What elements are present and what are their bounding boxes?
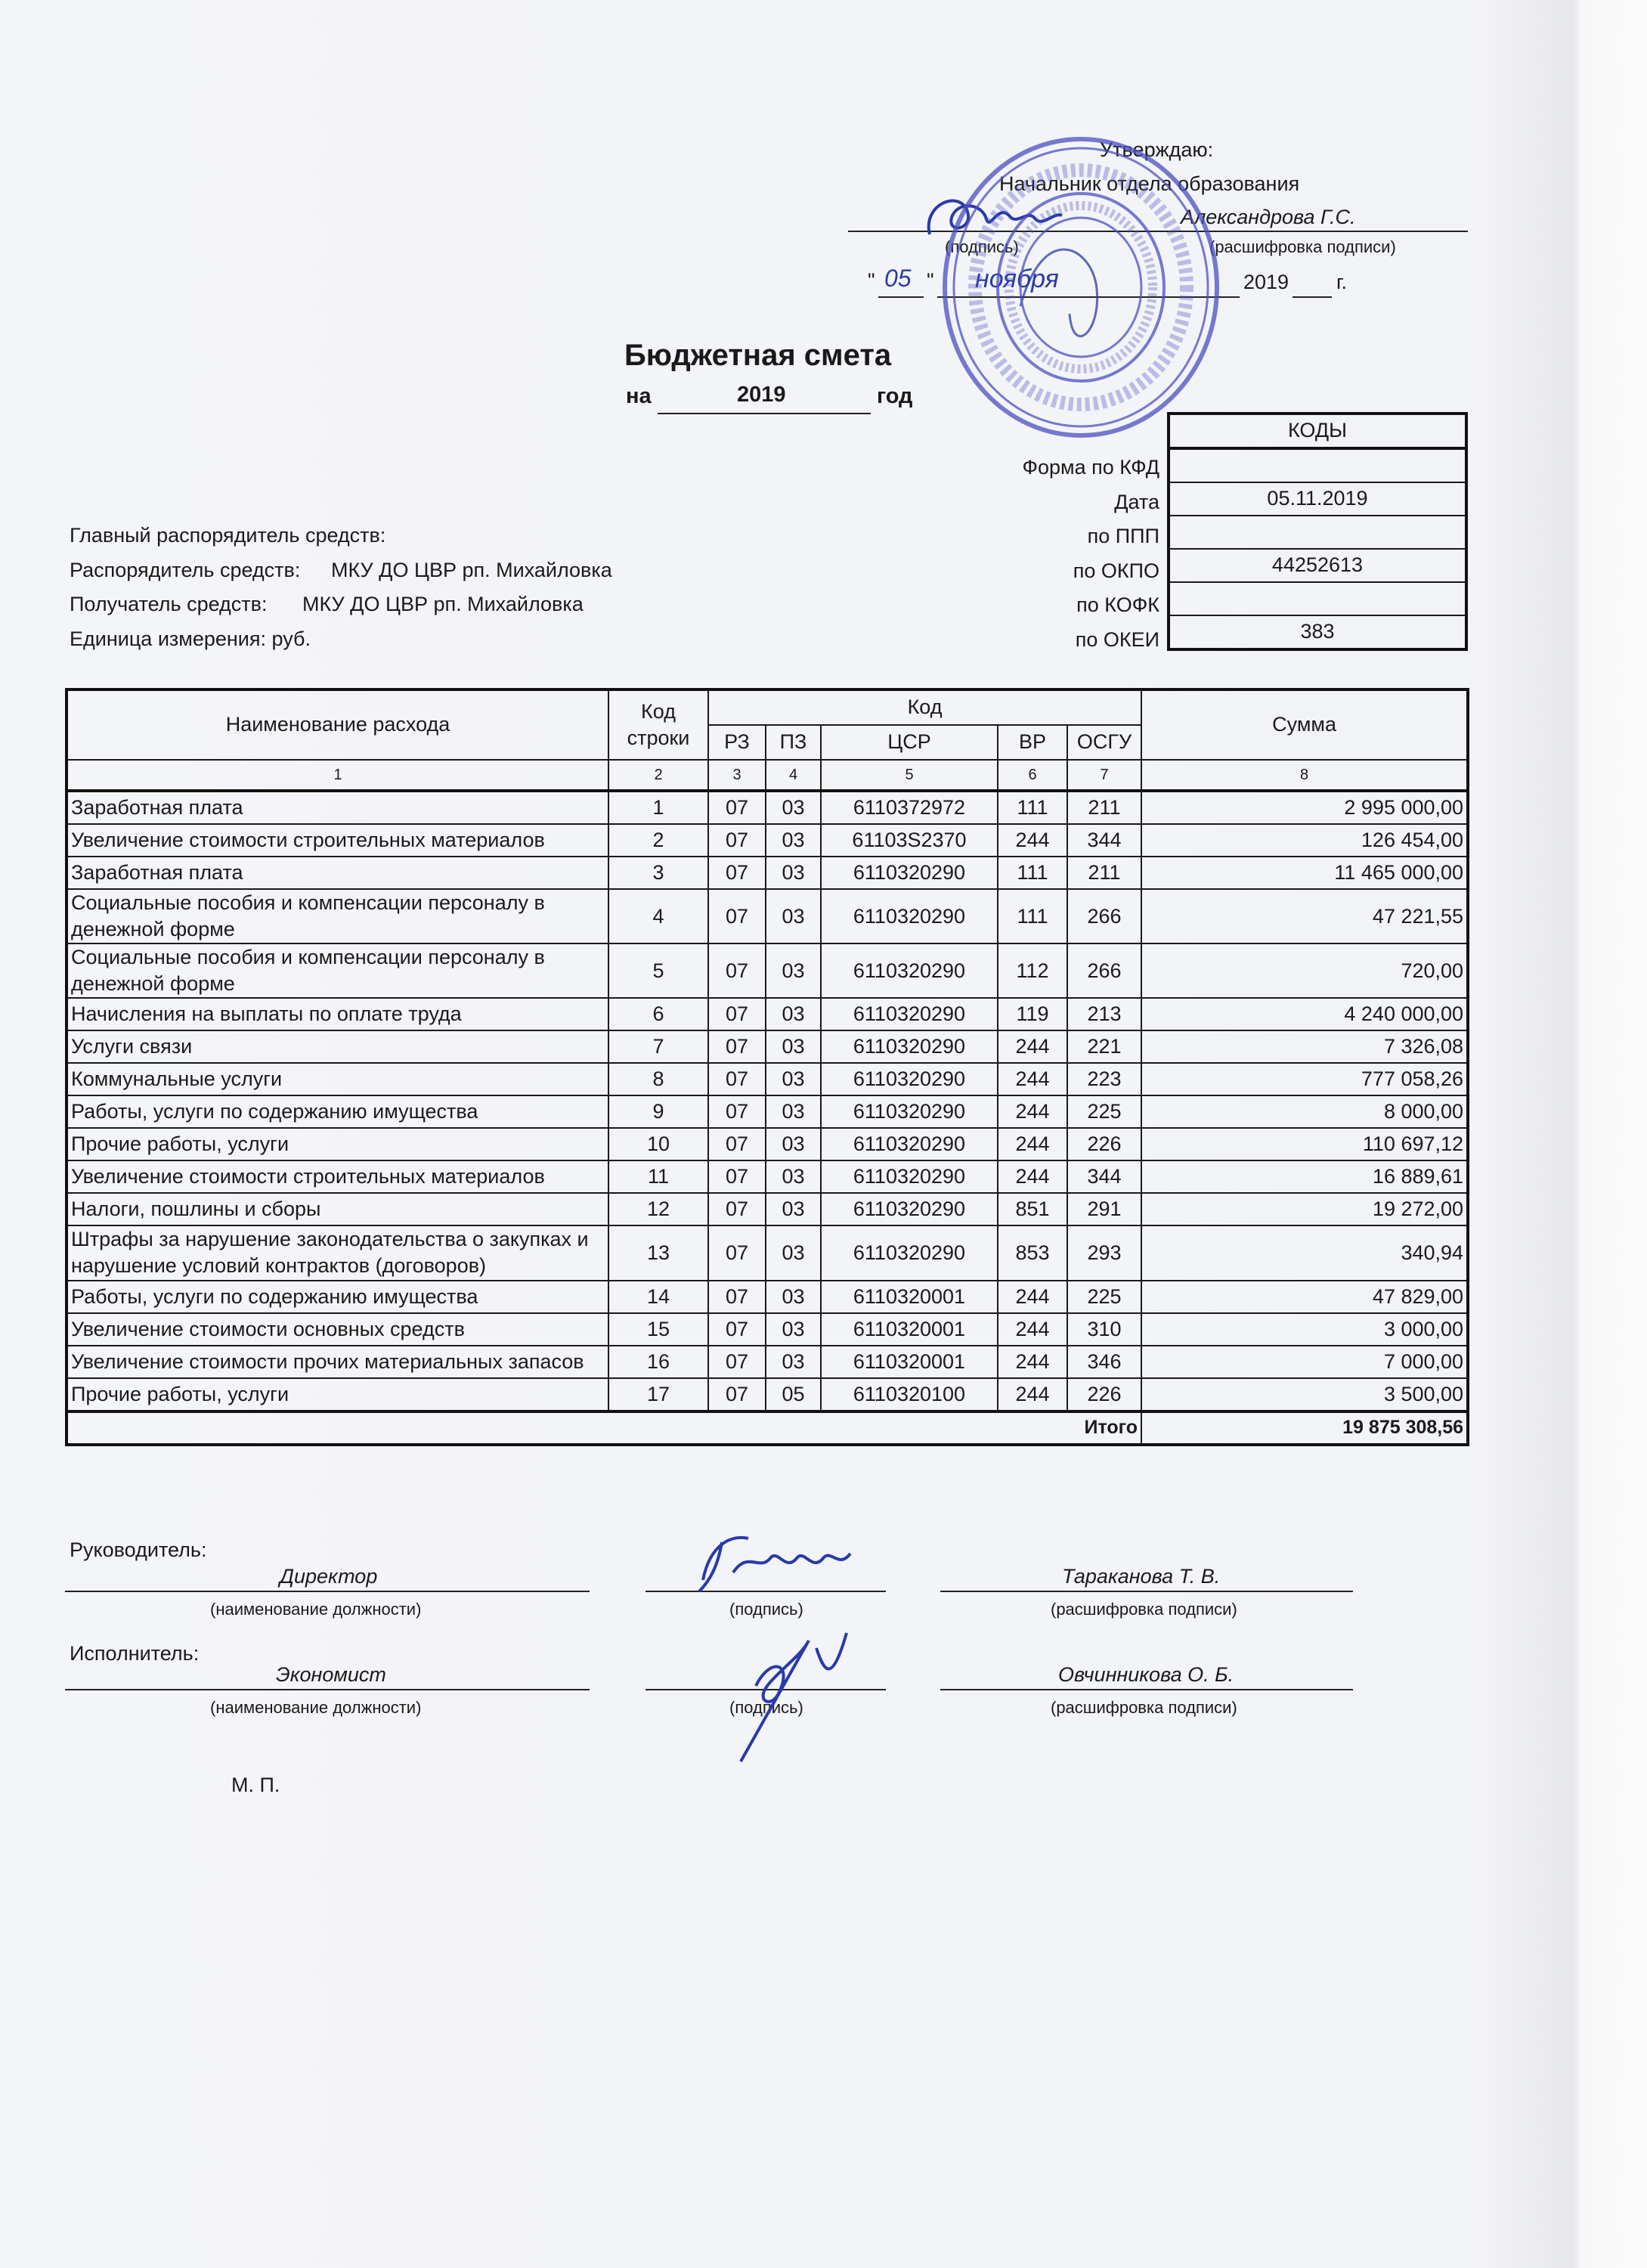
code-ppp [1169, 516, 1466, 549]
osgu-code: 211 [1067, 857, 1141, 889]
osgu-code: 310 [1067, 1313, 1141, 1346]
osgu-code: 213 [1067, 998, 1141, 1030]
csr-code: 6110320290 [821, 943, 998, 998]
document-title: Бюджетная смета [624, 339, 892, 372]
rz-code: 07 [708, 943, 766, 998]
column-number: 6 [998, 760, 1067, 791]
header-sum: Сумма [1141, 689, 1468, 760]
approver-name: Александрова Г.С. [1181, 206, 1356, 228]
head-signature-caption: (подпись) [729, 1600, 803, 1619]
column-numbers-row [67, 760, 1468, 791]
osgu-code: 344 [1067, 824, 1141, 857]
pz-code: 03 [766, 1030, 821, 1063]
approval-date-day: 05 [884, 265, 912, 292]
label-okei: по ОКЕИ [1075, 627, 1159, 651]
pz-code: 03 [766, 1281, 821, 1313]
chief-manager-label: Главный распорядитель средств: [70, 524, 386, 547]
amount: 16 889,61 [1141, 1160, 1468, 1193]
expense-name: Налоги, пошлины и сборы [67, 1193, 608, 1225]
table-row [67, 889, 1468, 943]
rz-code: 07 [708, 857, 766, 889]
date-quote-open: " [868, 269, 875, 292]
rz-code: 07 [708, 1160, 766, 1193]
expense-name: Работы, услуги по содержанию имущества [67, 1095, 608, 1128]
table-row [67, 1030, 1468, 1063]
expense-name: Социальные пособия и компенсации персоналу в денежной форме [67, 889, 608, 943]
table-row [67, 1346, 1468, 1378]
osgu-code: 211 [1067, 791, 1141, 824]
vr-code: 244 [998, 1030, 1067, 1063]
expense-name: Заработная плата [67, 857, 608, 889]
table-row [67, 1193, 1468, 1225]
rz-code: 07 [708, 1030, 766, 1063]
line-code: 10 [608, 1128, 708, 1160]
vr-code: 244 [998, 1063, 1067, 1095]
table-row [67, 1378, 1468, 1411]
total-label: Итого [67, 1411, 1141, 1445]
header-pz: ПЗ [766, 725, 821, 760]
head-label: Руководитель: [70, 1538, 207, 1561]
rz-code: 07 [708, 1346, 766, 1378]
table-row [67, 1095, 1468, 1128]
line-code: 1 [608, 791, 708, 824]
amount: 2 995 000,00 [1141, 791, 1468, 824]
header-line-code: Код строки [608, 689, 708, 760]
approval-date-suffix: г. [1336, 271, 1348, 293]
pz-code: 03 [766, 1313, 821, 1346]
pz-code: 03 [766, 791, 821, 824]
codes-header: КОДЫ [1169, 414, 1466, 448]
rz-code: 07 [708, 1281, 766, 1313]
recipient-value: МКУ ДО ЦВР рп. Михайловка [302, 593, 584, 615]
csr-code: 6110320001 [821, 1346, 998, 1378]
rz-code: 07 [708, 1063, 766, 1095]
date-year-line [1293, 296, 1332, 298]
head-name: Тараканова Т. В. [1062, 1565, 1221, 1588]
csr-code: 6110320290 [821, 1128, 998, 1160]
header-osgu: ОСГУ [1067, 725, 1141, 760]
line-code: 5 [608, 943, 708, 998]
amount: 7 000,00 [1141, 1346, 1468, 1378]
head-position: Директор [280, 1565, 378, 1588]
label-kofk: по КОФК [1076, 593, 1159, 617]
rz-code: 07 [708, 791, 766, 824]
pz-code: 03 [766, 1193, 821, 1225]
amount: 340,94 [1141, 1225, 1468, 1280]
csr-code: 6110320290 [821, 1030, 998, 1063]
code-okpo: 44252613 [1169, 549, 1466, 582]
head-signature [688, 1527, 869, 1599]
rz-code: 07 [708, 1313, 766, 1346]
pz-code: 05 [766, 1378, 821, 1411]
executor-name: Овчинникова О. Б. [1058, 1663, 1234, 1686]
expense-name: Прочие работы, услуги [67, 1378, 608, 1411]
line-code: 4 [608, 889, 708, 943]
pz-code: 03 [766, 889, 821, 943]
executor-signature-caption: (подпись) [729, 1698, 803, 1717]
csr-code: 6110320290 [821, 1095, 998, 1128]
pz-code: 03 [766, 1160, 821, 1193]
recipient-label: Получатель средств: [70, 593, 268, 615]
manager-label: Распорядитель средств: [70, 559, 301, 581]
column-number: 1 [67, 760, 608, 791]
table-row [67, 1128, 1468, 1160]
line-code: 3 [608, 857, 708, 889]
column-number: 4 [766, 760, 821, 791]
expense-name: Увеличение стоимости строительных материалов [67, 1160, 608, 1193]
vr-code: 111 [998, 889, 1067, 943]
pz-code: 03 [766, 1225, 821, 1280]
unit-label: Единица измерения: руб. [70, 627, 311, 650]
pz-code: 03 [766, 998, 821, 1030]
amount: 110 697,12 [1141, 1128, 1468, 1160]
line-code: 15 [608, 1313, 708, 1346]
amount: 19 272,00 [1141, 1193, 1468, 1225]
osgu-code: 225 [1067, 1281, 1141, 1313]
column-number: 5 [821, 760, 998, 791]
expense-name: Увеличение стоимости прочих материальных запасов [67, 1346, 608, 1378]
line-code: 9 [608, 1095, 708, 1128]
executor-position-caption: (наименование должности) [210, 1698, 422, 1717]
approval-date-month: ноября [975, 265, 1059, 293]
approval-date-year: 2019 [1243, 271, 1289, 293]
line-code: 2 [608, 824, 708, 857]
table-row [67, 857, 1468, 889]
table-row [67, 943, 1468, 998]
approver-signature-caption: (подпись) [945, 237, 1019, 256]
year-line [658, 413, 871, 414]
csr-code: 6110320290 [821, 998, 998, 1030]
amount: 720,00 [1141, 943, 1468, 998]
line-code: 8 [608, 1063, 708, 1095]
column-number: 3 [708, 760, 766, 791]
table-row [67, 824, 1468, 857]
vr-code: 111 [998, 857, 1067, 889]
vr-code: 244 [998, 1378, 1067, 1411]
rz-code: 07 [708, 998, 766, 1030]
line-code: 7 [608, 1030, 708, 1063]
label-date: Дата [1114, 490, 1159, 513]
executor-position-line [65, 1689, 590, 1690]
csr-code: 6110320290 [821, 1225, 998, 1280]
expense-name: Увеличение стоимости основных средств [67, 1313, 608, 1346]
expense-name: Прочие работы, услуги [67, 1128, 608, 1160]
official-stamp [937, 132, 1224, 442]
vr-code: 244 [998, 1128, 1067, 1160]
header-vr: ВР [998, 725, 1067, 760]
manager-value: МКУ ДО ЦВР рп. Михайловка [331, 559, 612, 581]
table-row [67, 791, 1468, 824]
line-code: 14 [608, 1281, 708, 1313]
vr-code: 244 [998, 824, 1067, 857]
vr-code: 851 [998, 1193, 1067, 1225]
pz-code: 03 [766, 1095, 821, 1128]
line-code: 11 [608, 1160, 708, 1193]
rz-code: 07 [708, 1095, 766, 1128]
code-form-kfd [1169, 448, 1466, 482]
pz-code: 03 [766, 1128, 821, 1160]
vr-code: 244 [998, 1346, 1067, 1378]
executor-decode-caption: (расшифровка подписи) [1051, 1698, 1237, 1717]
executor-label: Исполнитель: [70, 1642, 200, 1665]
osgu-code: 223 [1067, 1063, 1141, 1095]
pz-code: 03 [766, 943, 821, 998]
label-form-kfd: Форма по КФД [1022, 456, 1159, 479]
osgu-code: 346 [1067, 1346, 1141, 1378]
vr-code: 111 [998, 791, 1067, 824]
rz-code: 07 [708, 1128, 766, 1160]
expense-name: Начисления на выплаты по оплате труда [67, 998, 608, 1030]
table-row [67, 1281, 1468, 1313]
budget-table [65, 688, 1469, 1446]
code-date: 05.11.2019 [1169, 482, 1466, 516]
vr-code: 853 [998, 1225, 1067, 1280]
osgu-code: 266 [1067, 943, 1141, 998]
line-code: 16 [608, 1346, 708, 1378]
title-suffix: год [877, 384, 913, 408]
expense-name: Социальные пособия и компенсации персоналу в денежной форме [67, 943, 608, 998]
csr-code: 6110320001 [821, 1313, 998, 1346]
header-csr: ЦСР [821, 725, 998, 760]
csr-code: 6110320100 [821, 1378, 998, 1411]
code-kofk [1169, 582, 1466, 615]
vr-code: 244 [998, 1281, 1067, 1313]
date-day-line [878, 296, 924, 298]
codes-table [1167, 412, 1468, 651]
line-code: 13 [608, 1225, 708, 1280]
executor-name-line [940, 1689, 1353, 1690]
csr-code: 6110320290 [821, 889, 998, 943]
osgu-code: 225 [1067, 1095, 1141, 1128]
code-okei: 383 [1169, 615, 1466, 649]
rz-code: 07 [708, 1225, 766, 1280]
csr-code: 6110320001 [821, 1281, 998, 1313]
table-row [67, 1063, 1468, 1095]
budget-year: 2019 [737, 383, 786, 407]
csr-code: 6110320290 [821, 1193, 998, 1225]
rz-code: 07 [708, 824, 766, 857]
osgu-code: 291 [1067, 1193, 1141, 1225]
table-row [67, 998, 1468, 1030]
table-row [67, 1313, 1468, 1346]
header-name: Наименование расхода [67, 689, 608, 760]
approve-label: Утверждаю: [1100, 138, 1214, 161]
vr-code: 119 [998, 998, 1067, 1030]
head-position-caption: (наименование должности) [210, 1600, 422, 1619]
seal-place: М. П. [231, 1774, 280, 1796]
rz-code: 07 [708, 1193, 766, 1225]
pz-code: 03 [766, 1346, 821, 1378]
csr-code: 6110320290 [821, 1160, 998, 1193]
amount: 8 000,00 [1141, 1095, 1468, 1128]
header-rz: РЗ [708, 725, 766, 760]
amount: 47 829,00 [1141, 1281, 1468, 1313]
vr-code: 244 [998, 1095, 1067, 1128]
csr-code: 61103S2370 [821, 824, 998, 857]
label-ppp: по ППП [1087, 525, 1159, 548]
amount: 7 326,08 [1141, 1030, 1468, 1063]
csr-code: 6110372972 [821, 791, 998, 824]
osgu-code: 266 [1067, 889, 1141, 943]
pz-code: 03 [766, 1063, 821, 1095]
column-number: 7 [1067, 760, 1141, 791]
rz-code: 07 [708, 1378, 766, 1411]
expense-name: Услуги связи [67, 1030, 608, 1063]
table-row [67, 1160, 1468, 1193]
approver-position: Начальник отдела образования [999, 172, 1300, 195]
osgu-code: 293 [1067, 1225, 1141, 1280]
amount: 126 454,00 [1141, 824, 1468, 857]
codes-labels [1023, 451, 1160, 658]
expense-name: Коммунальные услуги [67, 1063, 608, 1095]
label-okpo: по ОКПО [1073, 559, 1159, 582]
head-name-line [940, 1591, 1353, 1592]
approver-decode-caption: (расшифровка подписи) [1209, 237, 1396, 256]
vr-code: 112 [998, 943, 1067, 998]
expense-name: Штрафы за нарушение законодательства о закупках и нарушение условий контрактов (договоров) [67, 1225, 608, 1280]
csr-code: 6110320290 [821, 1063, 998, 1095]
header-code: Код [708, 689, 1141, 725]
amount: 3 000,00 [1141, 1313, 1468, 1346]
osgu-code: 221 [1067, 1030, 1141, 1063]
vr-code: 244 [998, 1313, 1067, 1346]
pz-code: 03 [766, 857, 821, 889]
line-code: 17 [608, 1378, 708, 1411]
date-quote-close: " [927, 269, 934, 292]
csr-code: 6110320290 [821, 857, 998, 889]
column-number: 8 [1141, 760, 1468, 791]
total-row [67, 1411, 1468, 1445]
executor-position: Экономист [276, 1663, 386, 1686]
expense-name: Работы, услуги по содержанию имущества [67, 1281, 608, 1313]
amount: 4 240 000,00 [1141, 998, 1468, 1030]
osgu-code: 226 [1067, 1378, 1141, 1411]
osgu-code: 344 [1067, 1160, 1141, 1193]
line-code: 12 [608, 1193, 708, 1225]
amount: 777 058,26 [1141, 1063, 1468, 1095]
osgu-code: 226 [1067, 1128, 1141, 1160]
column-number: 2 [608, 760, 708, 791]
amount: 3 500,00 [1141, 1378, 1468, 1411]
total-amount: 19 875 308,56 [1141, 1411, 1468, 1445]
amount: 47 221,55 [1141, 889, 1468, 943]
amount: 11 465 000,00 [1141, 857, 1468, 889]
head-position-line [65, 1591, 590, 1592]
expense-name: Увеличение стоимости строительных материалов [67, 824, 608, 857]
rz-code: 07 [708, 889, 766, 943]
title-prefix: на [626, 384, 652, 408]
pz-code: 03 [766, 824, 821, 857]
table-row [67, 1225, 1468, 1280]
head-decode-caption: (расшифровка подписи) [1051, 1600, 1237, 1619]
line-code: 6 [608, 998, 708, 1030]
vr-code: 244 [998, 1160, 1067, 1193]
expense-name: Заработная плата [67, 791, 608, 824]
executor-signature [726, 1625, 854, 1769]
